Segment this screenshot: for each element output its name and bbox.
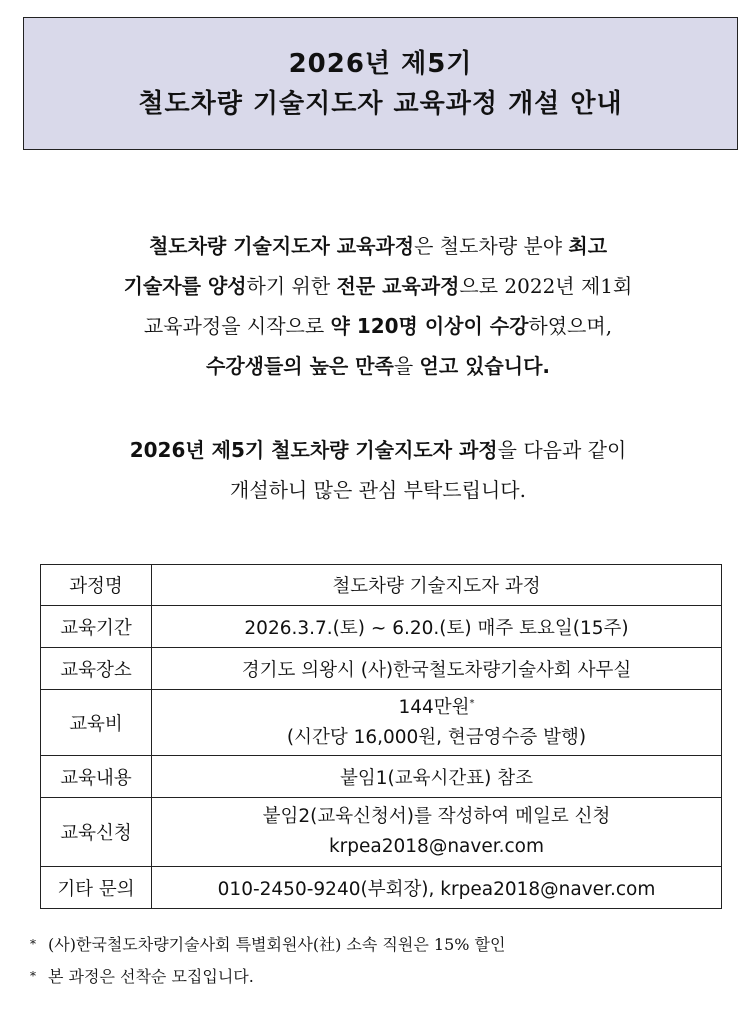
course-name-value: 철도차량 기술지도자 과정	[152, 565, 722, 606]
period-value: 2026.3.7.(토) ~ 6.20.(토) 매주 토요일(15주)	[152, 606, 722, 648]
contact-value: 010-2450-9240(부회장), krpea2018@naver.com	[152, 867, 722, 909]
intro-paragraph-1	[0, 226, 756, 386]
intro-text: 을 다음과 같이	[497, 438, 627, 462]
fee-mark: *	[469, 697, 475, 709]
footnote-marker: *	[30, 937, 36, 951]
period-label: 교육기간	[41, 606, 152, 648]
intro-text: 하였으며,	[528, 314, 613, 338]
footnote-1	[30, 928, 505, 960]
table-row	[41, 565, 722, 606]
table-row	[41, 690, 722, 756]
intro-text-bold: 최고	[568, 234, 608, 258]
footnotes	[30, 928, 505, 992]
intro-text: 개설하니 많은 관심 부탁드립니다.	[230, 478, 526, 502]
place-label: 교육장소	[41, 648, 152, 690]
intro-text: 으로 2022년 제1회	[459, 274, 633, 298]
intro-line	[0, 430, 756, 470]
intro-text-bold: 얻고 있습니다.	[419, 354, 550, 378]
fee-value: 144만원	[398, 696, 470, 718]
place-value: 경기도 의왕시 (사)한국철도차량기술사회 사무실	[152, 648, 722, 690]
intro-text: 은 철도차량 분야	[414, 234, 569, 258]
footnote-text: 본 과정은 선착순 모집입니다.	[48, 967, 254, 986]
course-name-label: 과정명	[41, 565, 152, 606]
contact-label: 기타 문의	[41, 867, 152, 909]
content-value: 붙임1(교육시간표) 참조	[152, 756, 722, 798]
intro-text: 교육과정을 시작으로	[143, 314, 331, 338]
table-row	[41, 606, 722, 648]
table-row	[41, 756, 722, 798]
intro-paragraph-2	[0, 430, 756, 510]
course-info-table	[40, 564, 722, 909]
intro-text-bold: 기술자를 양성	[123, 274, 247, 298]
table-row	[41, 648, 722, 690]
intro-text-bold: 2026년 제5기 철도차량 기술지도자 과정	[129, 438, 498, 462]
table-row	[41, 798, 722, 867]
footnote-marker: *	[30, 969, 36, 983]
intro-line	[0, 266, 756, 306]
apply-email[interactable]: krpea2018@naver.com	[328, 836, 545, 857]
intro-text-bold: 전문 교육과정	[336, 274, 460, 298]
footnote-2	[30, 960, 505, 992]
apply-value: 붙임2(교육신청서)를 작성하여 메일로 신청	[262, 806, 611, 827]
intro-text: 을	[393, 354, 420, 378]
apply-label: 교육신청	[41, 798, 152, 867]
title-line-1: 2026년 제5기	[288, 48, 473, 79]
intro-line	[0, 306, 756, 346]
intro-text-bold: 약 120명 이상이 수강	[330, 314, 529, 338]
fee-cell	[152, 690, 722, 756]
fee-note: (시간당 16,000원, 현금영수증 발행)	[286, 726, 587, 748]
footnote-text: (사)한국철도차량기술사회 특별회원사(社) 소속 직원은 15% 할인	[48, 935, 506, 954]
table-row	[41, 867, 722, 909]
fee-label: 교육비	[41, 690, 152, 756]
intro-line	[0, 346, 756, 386]
apply-cell	[152, 798, 722, 867]
intro-text-bold: 수강생들의 높은 만족	[206, 354, 394, 378]
title-line-2: 철도차량 기술지도자 교육과정 개설 안내	[138, 88, 623, 119]
intro-line	[0, 226, 756, 266]
fee-line	[156, 693, 717, 723]
intro-text-bold: 철도차량 기술지도자 교육과정	[148, 234, 415, 258]
intro-line	[0, 470, 756, 510]
content-label: 교육내용	[41, 756, 152, 798]
intro-text: 하기 위한	[246, 274, 337, 298]
title-box	[23, 17, 738, 150]
